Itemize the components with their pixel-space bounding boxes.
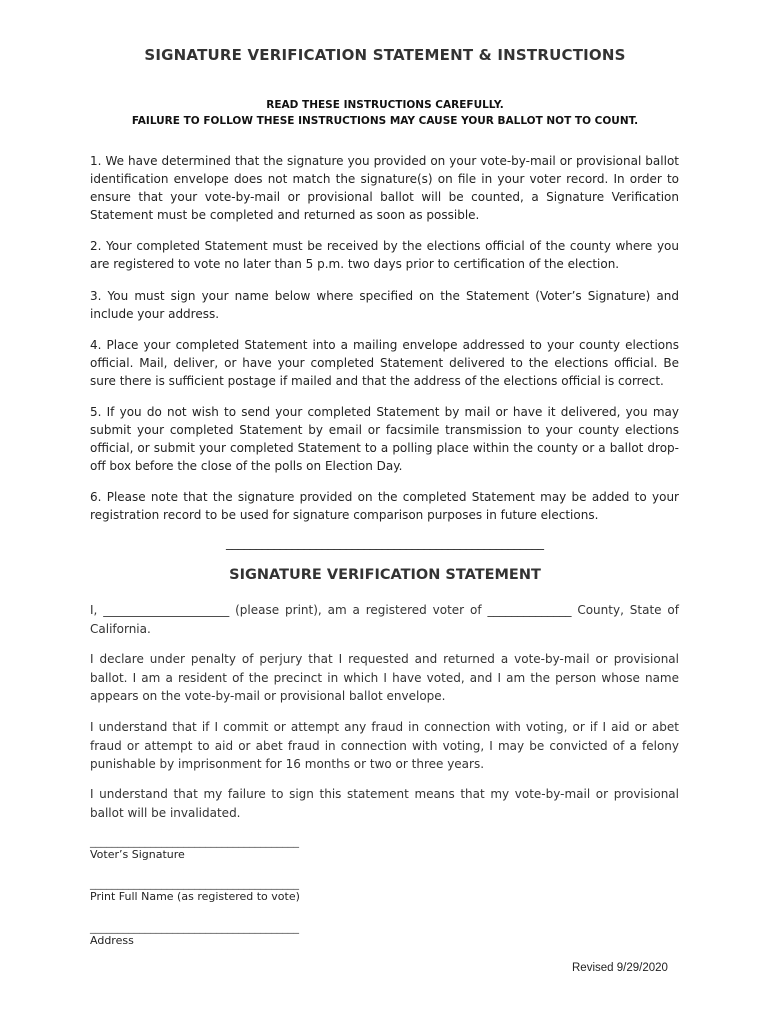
statement-title: SIGNATURE VERIFICATION STATEMENT <box>229 567 541 583</box>
statement-paragraph-perjury: I declare under penalty of perjury that I requested and returned a vote-by-mail or provisional ballot. I am a resident of the precinct in which I have voted, and I am the person whose name appears on the vote-by-mail or provisional ballot envelope. <box>90 652 679 703</box>
signature-line: ______________________________________ <box>90 835 299 848</box>
failure-warning-notice: FAILURE TO FOLLOW THESE INSTRUCTIONS MAY CAUSE YOUR BALLOT NOT TO COUNT. <box>131 115 639 127</box>
instruction-paragraph-4: 4. Place your completed Statement into a mailing envelope addressed to your county elections official. Mail, deliver, or have your completed Statement delivered to the elections official. Be sure there is sufficient postage if mailed and that the address of the elections official is correct. <box>90 338 679 388</box>
print-name-label: Print Full Name (as registered to vote) <box>90 890 300 903</box>
instruction-paragraph-3: 3. You must sign your name below where specified on the Statement (Voter’s Signature) and include your address. <box>90 289 679 321</box>
voter-signature-label: Voter’s Signature <box>90 848 185 861</box>
voter-signature-field[interactable] <box>90 836 299 862</box>
address-field[interactable] <box>90 922 299 948</box>
instruction-paragraph-2: 2. Your completed Statement must be received by the elections official of the county where you are registered to vote no later than 5 p.m. two days prior to certification of the election. <box>90 239 679 271</box>
statement-paragraph-fraud: I understand that if I commit or attempt any fraud in connection with voting, or if I aid or abet fraud or attempt to aid or abet fraud in connection with voting, I may be convicted of a felony punishable by imprisonment for 16 months or two or three years. <box>90 720 679 771</box>
print-name-field[interactable] <box>90 878 300 904</box>
instruction-paragraph-5: 5. If you do not wish to send your completed Statement by mail or have it delivered, you may submit your completed Statement by email or facsimile transmission to your county elections official, or submit your completed Statement to a polling place within the county or a ballot drop-off box before the close of the polls on Election Day. <box>90 405 679 473</box>
address-line: ______________________________________ <box>90 921 299 934</box>
address-label: Address <box>90 934 134 947</box>
section-divider: _____________________________________________________ <box>226 536 544 550</box>
statement-paragraph-declaration: I, _____________________ (please print), am a registered voter of ______________ County, State of California. <box>90 603 679 636</box>
instruction-paragraph-6: 6. Please note that the signature provided on the completed Statement may be added to your registration record to be used for signature comparison purposes in future elections. <box>90 490 679 522</box>
statement-paragraph-invalidation: I understand that my failure to sign this statement means that my vote-by-mail or provisional ballot will be invalidated. <box>90 787 679 820</box>
revision-date: Revised 9/29/2020 <box>572 962 668 974</box>
document-title: SIGNATURE VERIFICATION STATEMENT & INSTRUCTIONS <box>144 46 626 64</box>
instruction-paragraph-1: 1. We have determined that the signature you provided on your vote-by-mail or provisional ballot identification envelope does not match the signature(s) on file in your voter record. In order to ensure that your vote-by-mail or provisional ballot will be counted, a Signature Verification Statement must be completed and returned as soon as possible. <box>90 154 679 222</box>
print-name-line: ______________________________________ <box>90 877 299 890</box>
read-instructions-notice: READ THESE INSTRUCTIONS CAREFULLY. <box>266 99 504 111</box>
